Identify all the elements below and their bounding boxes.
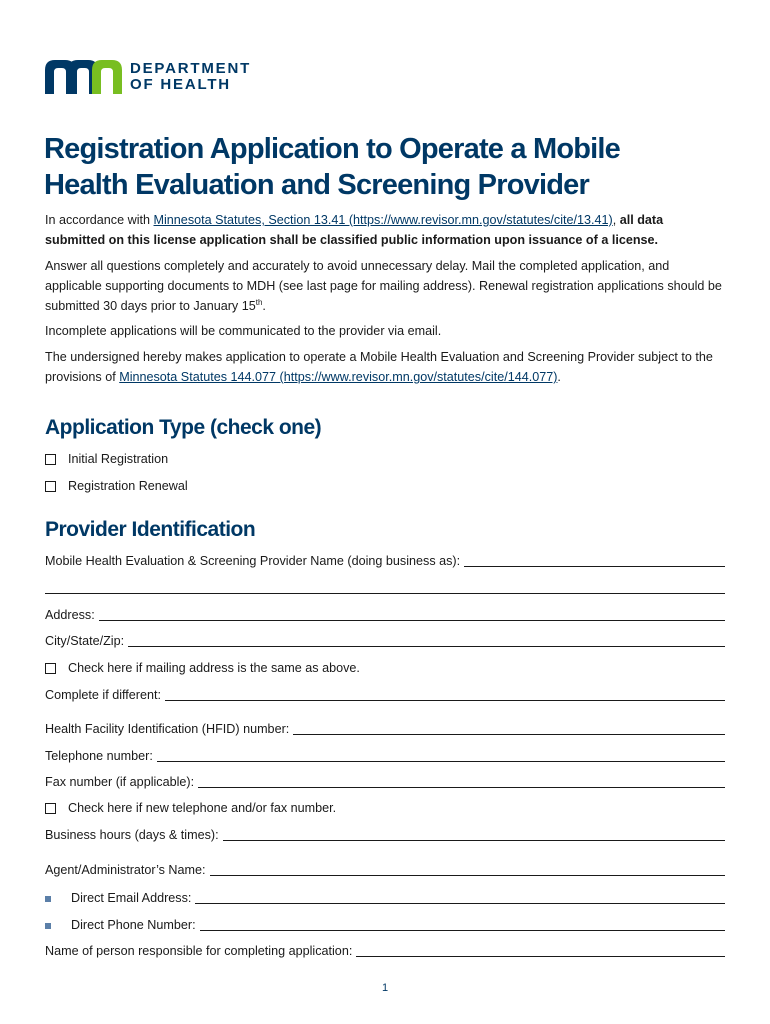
- statute-13-41-link[interactable]: Minnesota Statutes, Section 13.41 (https://www.revisor.mn.gov/statutes/cite/13.41): [153, 213, 613, 227]
- intro-paragraph-1: [45, 210, 725, 250]
- field-label: Complete if different:: [45, 688, 161, 702]
- checkbox-icon[interactable]: [45, 454, 56, 465]
- provider-identification-heading: Provider Identification: [45, 518, 256, 541]
- field-label: Mobile Health Evaluation & Screening Provider Name (doing business as):: [45, 554, 461, 568]
- mailing-same-checkbox[interactable]: [45, 659, 360, 677]
- statute-144-077-link[interactable]: Minnesota Statutes 144.077 (https://www.revisor.mn.gov/statutes/cite/144.077): [119, 370, 558, 384]
- blank-line[interactable]: [99, 619, 725, 621]
- mailing-address-field[interactable]: [45, 686, 725, 704]
- field-label: Fax number (if applicable):: [45, 775, 195, 789]
- application-type-heading: Application Type (check one): [45, 416, 322, 439]
- field-label: Direct Email Address:: [71, 891, 192, 905]
- title-line2: Health Evaluation and Screening Provider: [44, 169, 589, 201]
- blank-line[interactable]: [128, 645, 725, 647]
- logo-line2: OF HEALTH: [130, 76, 231, 93]
- logo-line1: DEPARTMENT: [130, 60, 252, 77]
- registration-renewal-option[interactable]: [45, 477, 188, 495]
- business-hours-field[interactable]: [45, 826, 725, 844]
- field-label: Name of person responsible for completing application:: [45, 944, 353, 958]
- blank-line[interactable]: [157, 760, 725, 762]
- blank-line[interactable]: [195, 902, 725, 904]
- checkbox-icon[interactable]: [45, 663, 56, 674]
- direct-email-field[interactable]: [45, 889, 725, 907]
- title-line1: Registration Application to Operate a Mobile: [44, 133, 621, 165]
- new-phone-checkbox[interactable]: [45, 799, 336, 817]
- checkbox-icon[interactable]: [45, 803, 56, 814]
- mdh-logo: [45, 60, 251, 94]
- provider-name-field[interactable]: [45, 552, 725, 570]
- initial-registration-option[interactable]: [45, 450, 168, 468]
- intro-comma: ,: [612, 213, 620, 227]
- ordinal-suffix: th: [255, 297, 263, 307]
- responsible-person-field[interactable]: [45, 942, 725, 960]
- mn-logo-icon: [45, 60, 122, 94]
- intro-paragraph-3: Incomplete applications will be communicated to the provider via email.: [45, 324, 442, 338]
- period: .: [262, 299, 266, 313]
- blank-line[interactable]: [200, 929, 725, 931]
- bullet-icon: [45, 896, 51, 902]
- public-data-notice: all data submitted on this license application shall be classified public information upon issuance of a license.: [45, 213, 664, 247]
- address-field[interactable]: [45, 606, 725, 624]
- period: .: [557, 370, 561, 384]
- field-label: Business hours (days & times):: [45, 828, 219, 842]
- blank-line[interactable]: [223, 839, 725, 841]
- field-label: Agent/Administrator’s Name:: [45, 863, 206, 877]
- checkbox-icon[interactable]: [45, 481, 56, 492]
- blank-line[interactable]: [293, 733, 725, 735]
- blank-line[interactable]: [464, 565, 725, 567]
- field-label: Address:: [45, 608, 95, 622]
- blank-line[interactable]: [210, 874, 725, 876]
- provider-name-continuation-line[interactable]: [45, 593, 725, 594]
- agent-name-field[interactable]: [45, 861, 725, 879]
- undersigned-text: The undersigned hereby makes application to operate a Mobile Health Evaluation and Screening Provider subject to the provisions of: [45, 350, 713, 384]
- hfid-field[interactable]: [45, 720, 725, 738]
- intro-paragraph-4: [45, 347, 725, 387]
- blank-line[interactable]: [356, 955, 725, 957]
- blank-line[interactable]: [198, 786, 725, 788]
- checkbox-label: Check here if mailing address is the same as above.: [68, 661, 360, 675]
- bullet-icon: [45, 923, 51, 929]
- option-label: Initial Registration: [68, 452, 169, 466]
- page-title: [44, 131, 744, 203]
- instructions-text: Answer all questions completely and accurately to avoid unnecessary delay. Mail the completed application, and applicable supporting documents to MDH (see last page for mailing address). Renewal registration applications should be submitted 30 days prior to January 15: [45, 259, 722, 313]
- intro-paragraph-2: [45, 256, 725, 316]
- page-number: 1: [381, 982, 389, 994]
- field-label: Telephone number:: [45, 749, 153, 763]
- city-state-zip-field[interactable]: [45, 632, 725, 650]
- blank-line[interactable]: [165, 699, 725, 701]
- checkbox-label: Check here if new telephone and/or fax number.: [68, 801, 337, 815]
- field-label: Health Facility Identification (HFID) number:: [45, 722, 290, 736]
- direct-phone-field[interactable]: [45, 916, 725, 934]
- logo-text: [130, 61, 251, 93]
- field-label: City/State/Zip:: [45, 634, 125, 648]
- intro-text: In accordance with: [45, 213, 154, 227]
- option-label: Registration Renewal: [68, 479, 188, 493]
- fax-field[interactable]: [45, 773, 725, 791]
- field-label: Direct Phone Number:: [71, 918, 196, 932]
- telephone-field[interactable]: [45, 747, 725, 765]
